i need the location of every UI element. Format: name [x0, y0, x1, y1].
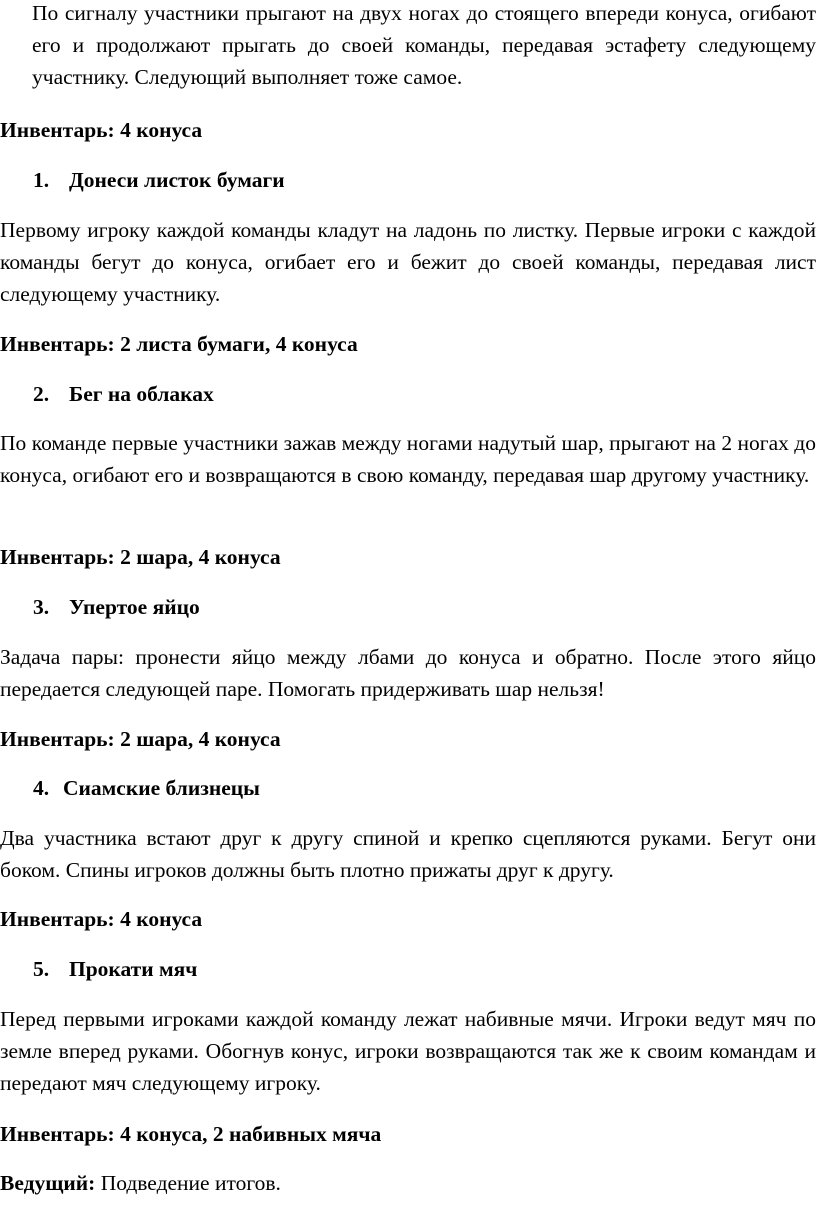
host-line — [0, 1167, 816, 1199]
section-2-inventory: Инвентарь: 2 шара, 4 конуса — [0, 545, 281, 569]
section-5-inventory: Инвентарь: 4 конуса, 2 набивных мяча — [0, 1122, 382, 1146]
section-4-body: Два участника встают друг к другу спиной и крепко сцепляются руками. Бегут они боком. Спины игроков должны быть плотно прижаты друг к другу. — [0, 826, 816, 882]
section-3-body: Задача пары: пронести яйцо между лбами до конуса и обратно. После этого яйцо передается следующей паре. Помогать придерживать шар нельзя! — [0, 645, 816, 701]
section-1-inventory: Инвентарь: 2 листа бумаги, 4 конуса — [0, 332, 358, 356]
section-4-number: 4. — [33, 776, 50, 800]
section-5-title: Прокати мяч — [69, 957, 198, 981]
section-2-heading — [33, 378, 816, 410]
section-3-heading — [33, 591, 816, 623]
host-label: Ведущий: — [0, 1171, 96, 1195]
section-5-heading — [33, 953, 816, 985]
intro-inventory: Инвентарь: 4 конуса — [0, 118, 203, 142]
section-3-number: 3. — [33, 595, 50, 619]
section-4-inventory: Инвентарь: 4 конуса — [0, 907, 203, 931]
section-5-number: 5. — [33, 957, 50, 981]
section-2-number: 2. — [33, 382, 50, 406]
intro-paragraph: По сигналу участники прыгают на двух ногах до стоящего впереди конуса, огибают его и продолжают прыгать до своей команды, передавая эстафету следующему участнику. Следующий выполняет тоже самое. — [32, 1, 816, 89]
section-4-heading — [33, 772, 816, 804]
host-text: Подведение итогов. — [95, 1171, 281, 1195]
section-1-body: Первому игроку каждой команды кладут на ладонь по листку. Первые игроки с каждой команды бегут до конуса, огибает его и бежит до своей команды, передавая лист следующему участнику. — [0, 218, 816, 306]
section-3-title: Упертое яйцо — [69, 595, 200, 619]
section-2-body: По команде первые участники зажав между ногами надутый шар, прыгают на 2 ногах до конуса, огибают его и возвращаются в свою команду, передавая шар другому участнику. — [0, 431, 816, 487]
section-1-heading — [33, 164, 816, 196]
section-1-number: 1. — [33, 168, 50, 192]
section-3-inventory: Инвентарь: 2 шара, 4 конуса — [0, 727, 281, 751]
section-4-title: Сиамские близнецы — [63, 776, 260, 800]
section-2-title: Бег на облаках — [69, 382, 214, 406]
section-1-title: Донеси листок бумаги — [69, 168, 285, 192]
section-5-body: Перед первыми игроками каждой команду лежат набивные мячи. Игроки ведут мяч по земле вперед руками. Обогнув конус, игроки возвращаются так же к своим командам и передают мяч следующему игроку. — [0, 1007, 816, 1095]
